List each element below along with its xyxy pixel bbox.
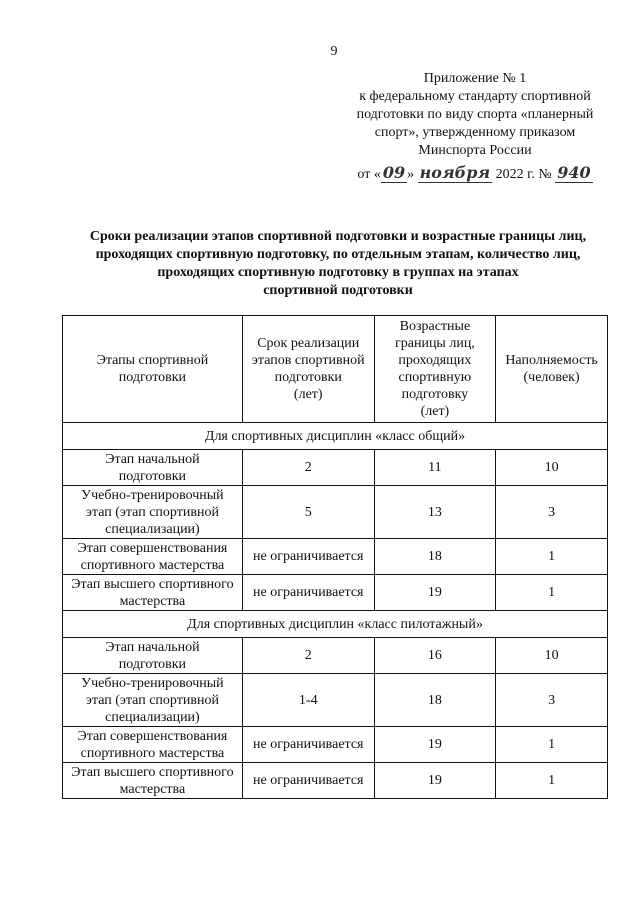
handwritten-order-number: 940 bbox=[557, 163, 591, 182]
term-cell: не ограничивается bbox=[242, 539, 374, 575]
handwritten-month: ноября bbox=[419, 163, 491, 182]
stage-cell bbox=[63, 727, 243, 763]
document-title bbox=[58, 228, 618, 300]
stage-line: Этап начальной bbox=[105, 639, 200, 655]
stage-line: Этап высшего спортивного bbox=[71, 576, 234, 592]
stage-line: этап (этап спортивной bbox=[85, 692, 219, 708]
stage-line: Учебно-тренировочный bbox=[81, 487, 224, 503]
appendix-line: спорт», утвержденному приказом bbox=[374, 125, 576, 140]
age-cell: 18 bbox=[374, 539, 496, 575]
header-line: подготовки bbox=[274, 370, 342, 385]
term-cell: не ограничивается bbox=[242, 575, 374, 611]
table-row bbox=[63, 674, 608, 727]
stage-line: Этап совершенствования bbox=[77, 540, 228, 556]
stage-cell bbox=[63, 638, 243, 674]
training-stages-table bbox=[62, 315, 608, 799]
header-line: Этапы спортивной bbox=[96, 353, 209, 368]
size-cell: 1 bbox=[496, 763, 608, 799]
title-line: спортивной подготовки bbox=[263, 283, 413, 298]
stage-line: Этап высшего спортивного bbox=[71, 764, 234, 780]
term-cell: 1-4 bbox=[242, 674, 374, 727]
stage-cell bbox=[63, 486, 243, 539]
appendix-line: к федеральному стандарту спортивной bbox=[359, 89, 591, 104]
title-line: Сроки реализации этапов спортивной подготовки и возрастные границы лиц, bbox=[89, 229, 587, 244]
stage-line: этап (этап спортивной bbox=[85, 504, 219, 520]
group-title: Для спортивных дисциплин «класс общий» bbox=[63, 423, 608, 450]
stage-cell bbox=[63, 575, 243, 611]
table-row bbox=[63, 763, 608, 799]
header-size bbox=[496, 316, 608, 423]
header-line: проходящих bbox=[398, 353, 472, 368]
header-line: подготовку bbox=[401, 387, 469, 402]
header-line: этапов спортивной bbox=[251, 353, 365, 368]
stage-line: мастерства bbox=[119, 593, 186, 609]
table-row bbox=[63, 539, 608, 575]
appendix-block bbox=[330, 70, 620, 184]
header-line: границы лиц, bbox=[395, 336, 475, 351]
header-line: Наполняемость bbox=[505, 353, 598, 368]
group-title: Для спортивных дисциплин «класс пилотажный» bbox=[63, 611, 608, 638]
header-line: спортивную bbox=[398, 370, 472, 385]
stage-line: спортивного мастерства bbox=[80, 745, 225, 761]
stage-cell bbox=[63, 539, 243, 575]
table-row bbox=[63, 727, 608, 763]
table-row bbox=[63, 450, 608, 486]
size-cell: 3 bbox=[496, 486, 608, 539]
appendix-line: Приложение № 1 bbox=[423, 71, 527, 86]
stage-line: Этап начальной bbox=[105, 451, 200, 467]
term-cell: 2 bbox=[242, 450, 374, 486]
page-number: 9 bbox=[330, 44, 338, 59]
header-line: (человек) bbox=[523, 370, 580, 385]
stage-line: специализации) bbox=[105, 709, 200, 725]
term-cell: 2 bbox=[242, 638, 374, 674]
age-cell: 19 bbox=[374, 763, 496, 799]
handwritten-day: 09 bbox=[382, 163, 406, 182]
header-stage bbox=[63, 316, 243, 423]
age-cell: 16 bbox=[374, 638, 496, 674]
appendix-line: подготовки по виду спорта «планерный bbox=[356, 107, 594, 122]
stage-line: спортивного мастерства bbox=[80, 557, 225, 573]
size-cell: 1 bbox=[496, 727, 608, 763]
date-prefix: от « bbox=[357, 167, 381, 182]
table-row bbox=[63, 486, 608, 539]
title-line: проходящих спортивную подготовку в группах на этапах bbox=[157, 265, 519, 280]
size-cell: 1 bbox=[496, 575, 608, 611]
order-year: 2022 г. № bbox=[495, 167, 552, 182]
header-term bbox=[242, 316, 374, 423]
size-cell: 1 bbox=[496, 539, 608, 575]
term-cell: не ограничивается bbox=[242, 763, 374, 799]
age-cell: 18 bbox=[374, 674, 496, 727]
size-cell: 10 bbox=[496, 450, 608, 486]
header-line: (лет) bbox=[293, 387, 323, 402]
stage-cell bbox=[63, 450, 243, 486]
term-cell: 5 bbox=[242, 486, 374, 539]
age-cell: 19 bbox=[374, 727, 496, 763]
age-cell: 19 bbox=[374, 575, 496, 611]
size-cell: 10 bbox=[496, 638, 608, 674]
stage-line: мастерства bbox=[119, 781, 186, 797]
table-row bbox=[63, 575, 608, 611]
date-mid: » bbox=[407, 167, 415, 182]
stage-line: специализации) bbox=[105, 521, 200, 537]
stage-cell bbox=[63, 674, 243, 727]
header-line: Возрастные bbox=[399, 319, 471, 334]
stage-line: Учебно-тренировочный bbox=[81, 675, 224, 691]
age-cell: 13 bbox=[374, 486, 496, 539]
header-line: подготовки bbox=[118, 370, 187, 385]
stage-line: подготовки bbox=[118, 468, 187, 484]
stage-line: Этап совершенствования bbox=[77, 728, 228, 744]
header-line: (лет) bbox=[420, 404, 450, 419]
header-age bbox=[374, 316, 496, 423]
order-date-line bbox=[330, 164, 620, 184]
header-line: Срок реализации bbox=[257, 336, 360, 351]
stage-line: подготовки bbox=[118, 656, 187, 672]
stage-cell bbox=[63, 763, 243, 799]
term-cell: не ограничивается bbox=[242, 727, 374, 763]
size-cell: 3 bbox=[496, 674, 608, 727]
table-header-row bbox=[63, 316, 608, 423]
group-row bbox=[63, 423, 608, 450]
table-row bbox=[63, 638, 608, 674]
title-line: проходящих спортивную подготовку, по отдельным этапам, количество лиц, bbox=[95, 247, 581, 262]
age-cell: 11 bbox=[374, 450, 496, 486]
appendix-line: Минспорта России bbox=[418, 143, 532, 158]
group-row bbox=[63, 611, 608, 638]
